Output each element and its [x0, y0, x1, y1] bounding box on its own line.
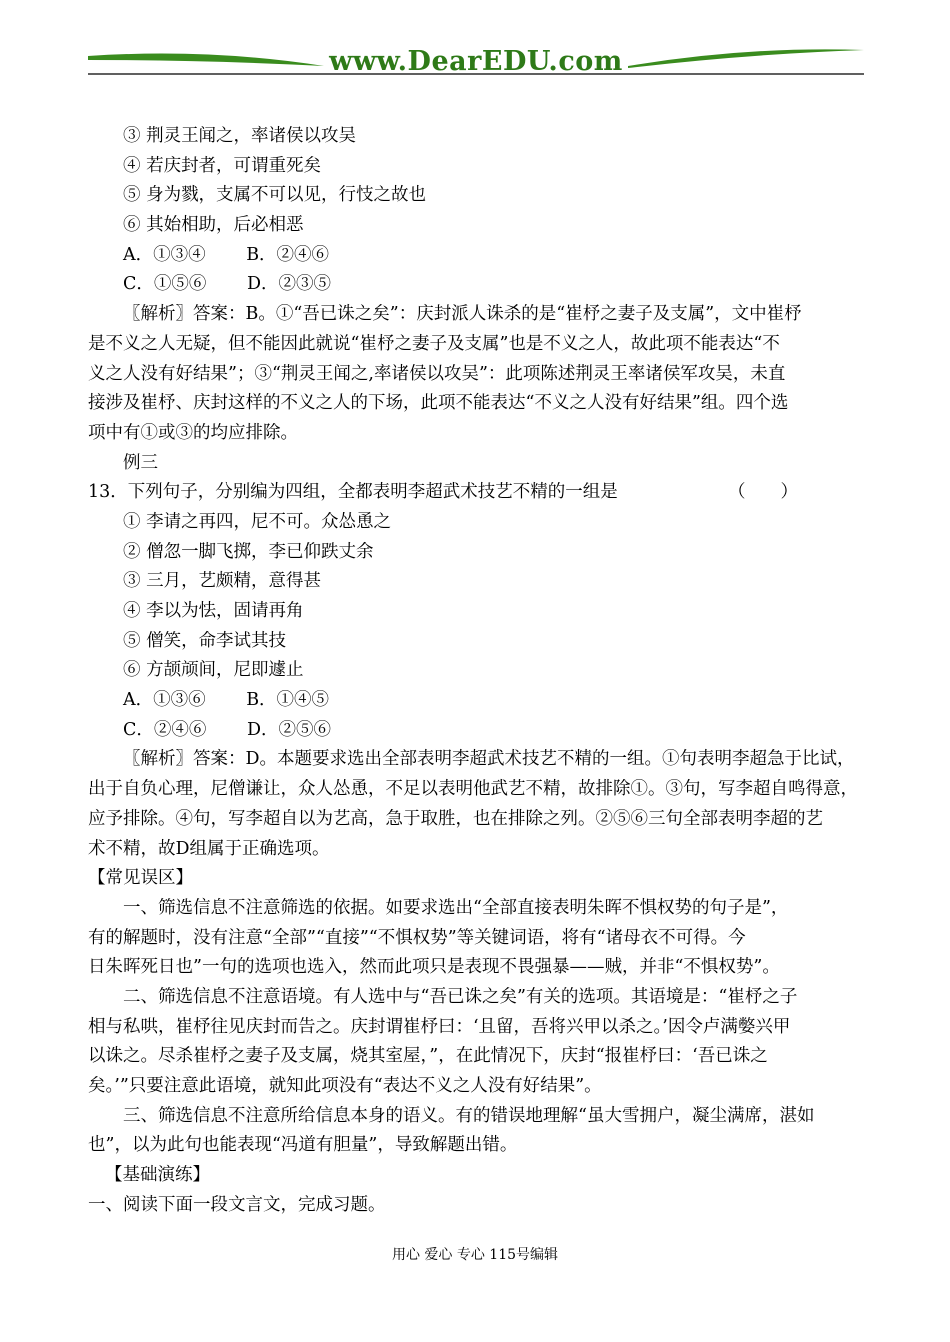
answer-blank: （ ）	[728, 482, 798, 503]
paragraph-line: 矣。’”只要注意此语境，就知此项没有“表达不义之人没有好结果”。	[88, 1076, 602, 1096]
paragraph-line: 有的解题时，没有注意“全部”“直接”“不惧权势”等关键词语，将有“诸母衣不可得。今	[88, 927, 746, 948]
analysis-line: 是不义之人无疑，但不能因此就说“崔杼之妻子及支属”也是不义之人，故此项不能表达“不	[88, 333, 780, 354]
main-text	[88, 122, 868, 1220]
option-line: ⑤ 身为戮，支属不可以见，行忮之故也	[123, 185, 427, 206]
paragraph-line: 以诛之。尽杀崔杼之妻子及支属，烧其室屋，”，在此情况下，庆封“报崔杼曰：‘吾已诛之	[88, 1046, 768, 1067]
option-line: ④ 李以为怯，固请再角	[123, 601, 304, 621]
analysis-line: 出于自负心理，尼僧谦让，众人怂恿，不足以表明他武艺不精，故排除①。③句，写李超自鸣得意，	[88, 779, 858, 800]
choice-line: C．①⑤⑥ D．②③⑤	[123, 274, 331, 295]
question-13	[88, 478, 868, 508]
site-logo: www.DearEDU.com	[329, 46, 623, 77]
option-line: ① 李请之再四，尼不可。众怂恿之	[123, 511, 392, 532]
question-13-text: 13．下列句子，分别编为四组，全都表明李超武术技艺不精的一组是	[88, 482, 618, 503]
option-line: ④ 若庆封者，可谓重死矣	[123, 155, 322, 176]
page-footer: 用心 爱心 专心 115号编辑	[391, 1247, 559, 1263]
analysis-line: 义之人没有好结果”；③“荆灵王闻之,率诸侯以攻吴”：此项陈述荆灵王率诸侯军攻吴，未直	[88, 363, 786, 384]
paragraph-line: 日朱晖死日也”一句的选项也选入，然而此项只是表现不畏强暴——贼，并非“不惧权势”。	[88, 957, 780, 978]
example-heading: 例三	[123, 452, 158, 473]
analysis-line: 术不精，故D组属于正确选项。	[88, 838, 330, 859]
choice-line: A．①③⑥ B．①④⑤	[123, 690, 330, 711]
option-line: ③ 荆灵王闻之，率诸侯以攻吴	[123, 126, 357, 146]
option-line: ⑥ 其始相助，后必相恶	[123, 215, 304, 236]
option-line: ⑤ 僧笑，命李试其技	[123, 630, 287, 651]
paragraph-line: 二、筛选信息不注意语境。有人选中与“吾已诛之矣”有关的选项。其语境是：“崔杼之子	[123, 986, 798, 1007]
analysis-line: 项中有①或③的均应排除。	[88, 422, 298, 443]
choice-line: A．①③④ B．②④⑥	[123, 244, 330, 265]
option-line: ② 僧忽一脚飞掷，李已仰跌丈余	[123, 541, 374, 562]
paragraph-line: 也”，以为此句也能表现“冯道有胆量”，导致解题出错。	[88, 1135, 518, 1156]
option-line: ③ 三月，艺颇精，意得甚	[123, 571, 322, 592]
analysis-line: 〖解析〗答案：D。本题要求选出全部表明李超武术技艺不精的一组。①句表明李超急于比试，	[123, 749, 855, 770]
choice-line: C．②④⑥ D．②⑤⑥	[123, 719, 331, 740]
paragraph-line: 一、筛选信息不注意筛选的依据。如要求选出“全部直接表明朱晖不惧权势的句子是”，	[123, 897, 789, 918]
analysis-line: 〖解析〗答案：B。①“吾已诛之矣”：庆封派人诛杀的是“崔杼之妻子及支属”，文中崔杼	[123, 304, 802, 325]
analysis-line: 接涉及崔杼、庆封这样的不义之人的下场，此项不能表达“不义之人没有好结果”组。四个选	[88, 393, 789, 414]
page-header	[88, 40, 864, 84]
paragraph-line: 相与私哄，崔杼往见庆封而告之。庆封谓崔杼曰：‘且留，吾将兴甲以杀之。’因令卢满嫳兴甲	[88, 1016, 791, 1037]
analysis-line: 应予排除。④句，写李超自以为艺高，急于取胜，也在排除之列。②⑤⑥三句全部表明李超的艺	[88, 808, 823, 829]
exercise-heading: 一、阅读下面一段文言文，完成习题。	[88, 1194, 386, 1215]
section-heading: 【基础演练】	[105, 1165, 210, 1186]
option-line: ⑥ 方颉颃间，尼即遽止	[123, 660, 304, 681]
paragraph-line: 三、筛选信息不注意所给信息本身的语义。有的错误地理解“虽大雪拥户，凝尘满席，湛如	[123, 1105, 815, 1126]
section-heading: 【常见误区】	[88, 868, 193, 889]
